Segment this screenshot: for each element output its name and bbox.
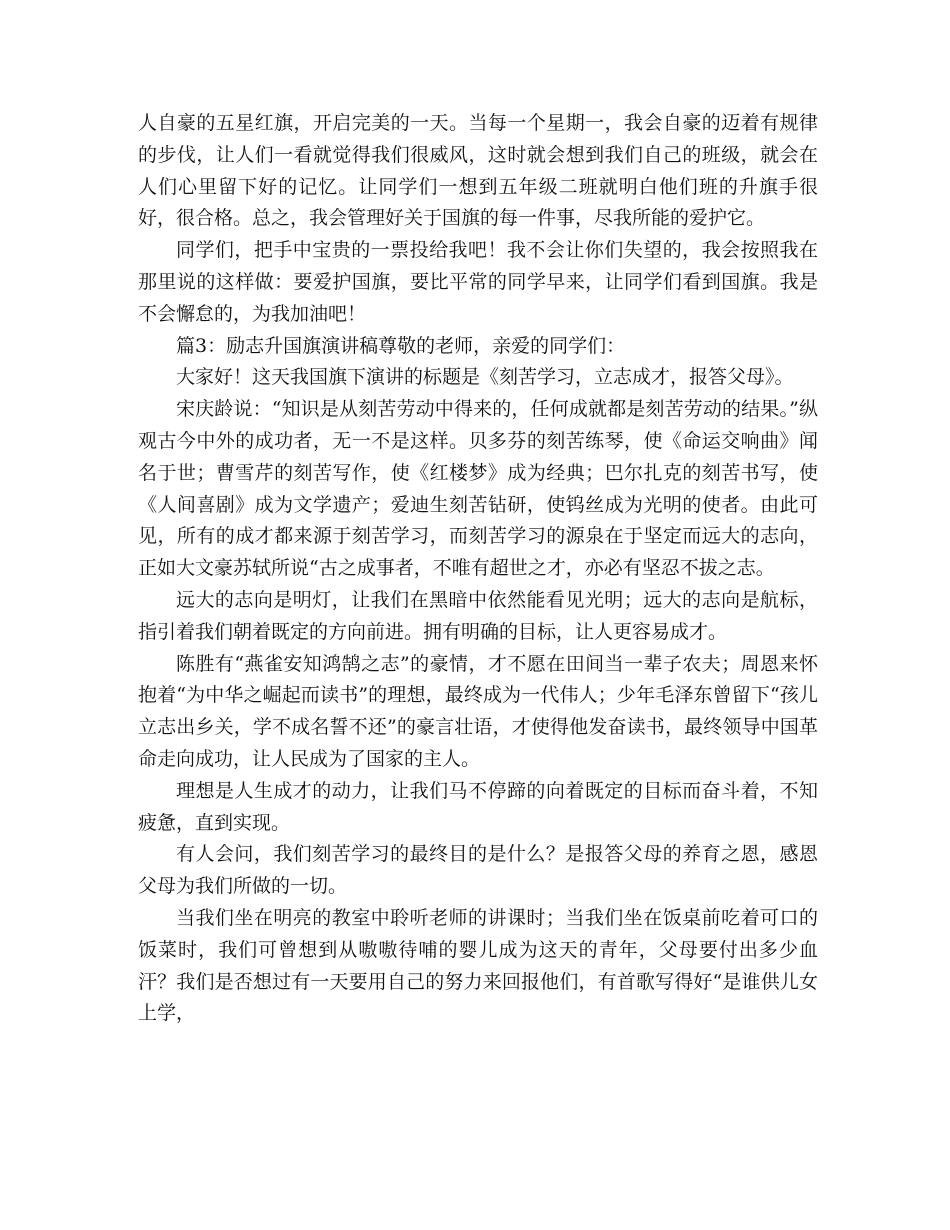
- paragraph-6: 远大的志向是明灯，让我们在黑暗中依然能看见光明；远大的志向是航标，指引着我们朝着既定的方向前进。拥有明确的目标，让人更容易成才。: [138, 588, 818, 643]
- paragraph-4: 大家好！这天我国旗下演讲的标题是《刻苦学习，立志成才，报答父母》。: [176, 366, 794, 389]
- paragraph-3: 篇3：励志升国旗演讲稿尊敬的老师，亲爱的同学们：: [176, 334, 626, 357]
- paragraph-7: 陈胜有“燕雀安知鸿鹄之志”的豪情，才不愿在田间当一辈子农夫；周恩来怀抱着“为中华之崛起而读书”的理想，最终成为一代伟人；少年毛泽东曾留下“孩儿立志出乡关，学不成名誓不还”的豪言壮语，才使得他发奋读书，最终领导中国革命走向成功，让人民成为了国家的主人。: [138, 652, 818, 770]
- paragraph-8: 理想是人生成才的动力，让我们马不停蹄的向着既定的目标而奋斗着，不知疲惫，直到实现。: [138, 779, 818, 834]
- document-page: [138, 108, 818, 1030]
- paragraph-10: 当我们坐在明亮的教室中聆听老师的讲课时；当我们坐在饭桌前吃着可口的饭菜时，我们可曾想到从嗷嗷待哺的婴儿成为这天的青年，父母要付出多少血汗？我们是否想过有一天要用自己的努力来回报他们，有首歌写得好“是谁供儿女上学，: [138, 906, 818, 1025]
- paragraph-5: 宋庆龄说：“知识是从刻苦劳动中得来的，任何成就都是刻苦劳动的结果。”纵观古今中外的成功者，无一不是这样。贝多芬的刻苦练琴，使《命运交响曲》闻名于世；曹雪芹的刻苦写作，使《红楼梦》成为经典；巴尔扎克的刻苦书写，使《人间喜剧》成为文学遗产；爱迪生刻苦钻研，使钨丝成为光明的使者。由此可见，所有的成才都来源于刻苦学习，而刻苦学习的源泉在于坚定而远大的志向，正如大文豪苏轼所说“古之成事者，不唯有超世之才，亦必有坚忍不拔之志。: [138, 398, 818, 580]
- paragraph-9: 有人会问，我们刻苦学习的最终目的是什么？是报答父母的养育之恩，感恩父母为我们所做的一切。: [138, 843, 818, 898]
- paragraph-1: 人自豪的五星红旗，开启完美的一天。当每一个星期一，我会自豪的迈着有规律的步伐，让人们一看就觉得我们很威风，这时就会想到我们自己的班级，就会在人们心里留下好的记忆。让同学们一想到五年级二班就明白他们班的升旗手很好，很合格。总之，我会管理好关于国旗的每一件事，尽我所能的爱护它。: [138, 112, 818, 230]
- paragraph-2: 同学们，把手中宝贵的一票投给我吧！我不会让你们失望的，我会按照我在那里说的这样做：要爱护国旗，要比平常的同学早来，让同学们看到国旗。我是不会懈怠的，为我加油吧！: [138, 239, 818, 325]
